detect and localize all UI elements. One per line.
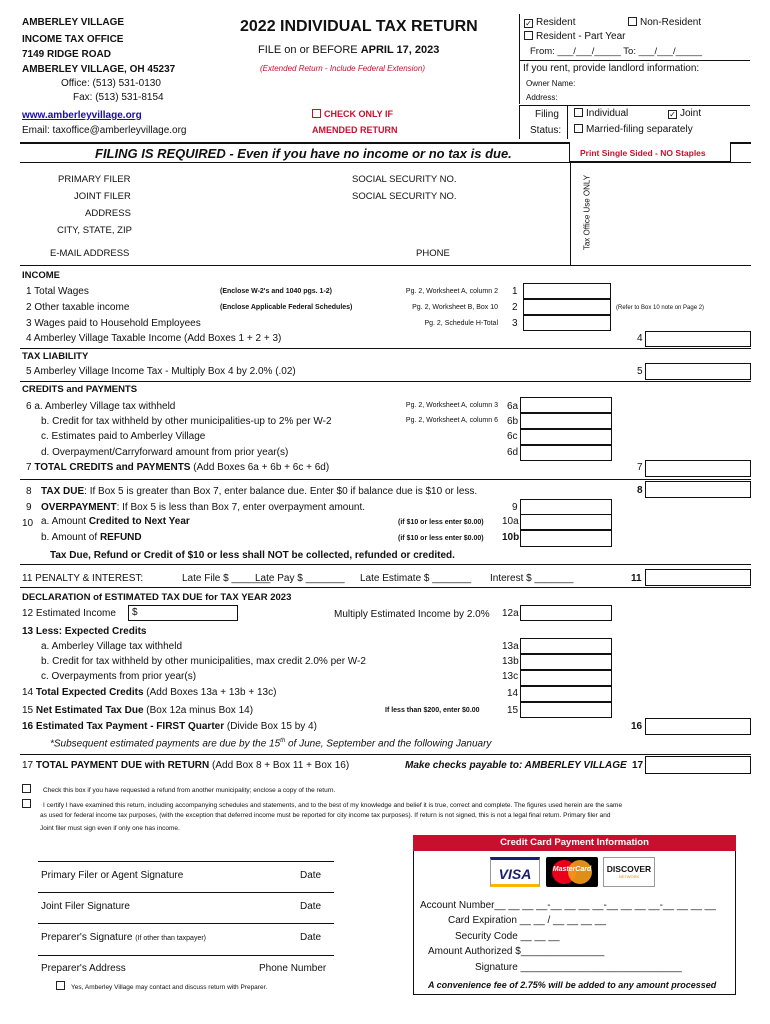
office-name: AMBERLEY VILLAGE xyxy=(22,17,125,28)
box6b-label: 6b xyxy=(507,416,519,427)
visa-logo: VISA xyxy=(490,857,540,887)
line9-num: 9 xyxy=(26,502,32,513)
box10b-field[interactable] xyxy=(520,530,612,547)
office-street: 7149 RIDGE ROAD xyxy=(22,49,111,60)
extended-note: (Extended Return - Include Federal Extension) xyxy=(260,64,425,73)
box10-note: (Refer to Box 10 note on Page 2) xyxy=(616,305,705,311)
payable-note: Make checks payable to: AMBERLEY VILLAGE xyxy=(405,760,627,771)
line12-dollar: $ xyxy=(132,607,138,618)
box7-label: 7 xyxy=(637,462,643,473)
primary-signature-label[interactable]: Primary Filer or Agent Signature xyxy=(41,870,184,881)
email-label: E-MAIL ADDRESS xyxy=(50,248,130,259)
estimate-heading: DECLARATION of ESTIMATED TAX DUE for TAX YEAR 2023 xyxy=(22,592,292,603)
certify-line3: Joint filer must sign even if only one has income. xyxy=(40,825,180,832)
joint-option[interactable]: ✓ Joint xyxy=(669,108,702,119)
office-use-label: Tax Office Use ONLY xyxy=(582,174,592,251)
line4-label: 4 Amberley Village Taxable Income (Add Boxes 1 + 2 + 3) xyxy=(26,333,282,344)
line9-label: OVERPAYMENT: If Box 5 is less than Box 7, enter overpayment amount. xyxy=(41,502,366,513)
box9-label: 9 xyxy=(512,502,518,513)
resident-option[interactable]: ✓ Resident xyxy=(525,17,576,28)
box7-field[interactable] xyxy=(645,460,751,477)
line13-label: 13 Less: Expected Credits xyxy=(22,626,147,637)
line3-label: 3 Wages paid to Household Employees xyxy=(26,318,201,329)
late-estimate-field[interactable]: Late Estimate $ _______ xyxy=(360,573,472,584)
line13a-label: a. Amberley Village tax withheld xyxy=(41,641,183,652)
line10a-label: a. Amount Credited to Next Year xyxy=(41,516,190,527)
box6d-label: 6d xyxy=(507,447,519,458)
line2-label: 2 Other taxable income xyxy=(26,302,130,313)
box13b-field[interactable] xyxy=(520,654,612,670)
office-dept: INCOME TAX OFFICE xyxy=(22,34,124,45)
box15-field[interactable] xyxy=(520,702,612,718)
box8-field[interactable] xyxy=(645,481,751,498)
box5-field[interactable] xyxy=(645,363,751,380)
line12-label: 12 Estimated Income xyxy=(22,608,116,619)
certify-line2: as used for federal income tax purposes, (with the exception that deferred income must be reported for city income tax purposes). If return is not signed, this is not a legal final return. Primary filer and xyxy=(40,812,611,819)
box17-label: 17 xyxy=(632,760,644,771)
box10b-label: 10b xyxy=(502,532,520,543)
mfs-option[interactable]: Married-filing separately xyxy=(574,124,693,135)
box4-label: 4 xyxy=(637,333,643,344)
box1-field[interactable] xyxy=(523,283,611,299)
line3-ref: Pg. 2, Schedule H-Total xyxy=(424,320,498,327)
card-signature-field[interactable]: Signature _____________________________ xyxy=(475,962,682,973)
box6a-label: 6a xyxy=(507,401,519,412)
amount-authorized-field[interactable]: Amount Authorized $_______________ xyxy=(428,946,605,957)
print-note: Print Single Sided - NO Staples xyxy=(580,148,706,158)
box3-field[interactable] xyxy=(523,315,611,331)
contact-checkbox[interactable] xyxy=(56,981,65,990)
individual-option[interactable]: Individual xyxy=(574,108,628,119)
line15-note: If less than $200, enter $0.00 xyxy=(385,707,480,714)
income-heading: INCOME xyxy=(22,270,60,281)
certify-checkbox[interactable] xyxy=(22,799,31,808)
address-label: ADDRESS xyxy=(85,208,131,219)
due-line: FILE on or BEFORE APRIL 17, 2023 xyxy=(258,44,440,56)
credit-card-heading: Credit Card Payment Information xyxy=(413,835,736,851)
card-expiration-field[interactable]: Card Expiration __ __ / __ __ __ __ xyxy=(448,915,606,926)
filing-required-banner: FILING IS REQUIRED - Even if you have no income or no tax is due. xyxy=(95,146,512,161)
box6c-field[interactable] xyxy=(520,429,612,445)
box9-field[interactable] xyxy=(520,499,612,515)
amended-label: AMENDED RETURN xyxy=(312,125,398,135)
line8-label: TAX DUE: If Box 5 is greater than Box 7, enter balance due. Enter $0 if balance due is $10 or less. xyxy=(41,486,478,497)
from-to-field[interactable]: From: ___/___/_____ To: ___/___/_____ xyxy=(530,46,703,57)
joint-filer-label: JOINT FILER xyxy=(74,191,131,202)
box13a-field[interactable] xyxy=(520,638,612,654)
box3-label: 3 xyxy=(512,318,518,329)
line1-ref: Pg. 2, Worksheet A, column 2 xyxy=(405,288,498,295)
line6a-label: 6 a. Amberley Village tax withheld xyxy=(26,401,176,412)
status-label: Status: xyxy=(530,125,562,136)
box6b-field[interactable] xyxy=(520,413,612,429)
discover-logo: DISCOVER NETWORK xyxy=(603,857,655,887)
box17-field[interactable] xyxy=(645,756,751,774)
line12-ref: Multiply Estimated Income by 2.0% xyxy=(334,609,490,620)
line2-note: (Enclose Applicable Federal Schedules) xyxy=(220,304,353,311)
box11-label: 11 xyxy=(631,573,642,584)
preparer-phone-label[interactable]: Phone Number xyxy=(259,963,327,974)
small-amount-note: Tax Due, Refund or Credit of $10 or less shall NOT be collected, refunded or credited. xyxy=(50,550,455,561)
joint-checkbox[interactable]: ✓ xyxy=(669,110,676,119)
preparer-address-label[interactable]: Preparer's Address xyxy=(41,963,126,974)
line13b-label: b. Credit for tax withheld by other municipalities, max credit 2.0% per W-2 xyxy=(41,656,366,667)
individual-checkbox[interactable] xyxy=(574,108,583,117)
mfs-checkbox[interactable] xyxy=(574,124,583,133)
box2-label: 2 xyxy=(512,302,518,313)
box5-label: 5 xyxy=(637,366,643,377)
line17-label: 17 TOTAL PAYMENT DUE with RETURN (Add Box 8 + Box 11 + Box 16) xyxy=(22,760,350,771)
convenience-fee-note: A convenience fee of 2.75% will be added to any amount processed xyxy=(428,980,717,990)
partyear-checkbox[interactable] xyxy=(524,31,533,40)
csz-label: CITY, STATE, ZIP xyxy=(57,225,132,236)
box14-label: 14 xyxy=(507,688,519,699)
subsequent-note: *Subsequent estimated payments are due by the 15th of June, September and the following January xyxy=(50,738,492,750)
box1-label: 1 xyxy=(512,286,518,297)
line1-label: 1 Total Wages xyxy=(26,286,89,297)
ssn1-label: SOCIAL SECURITY NO. xyxy=(352,174,457,185)
interest-field[interactable]: Interest $ _______ xyxy=(490,573,574,584)
nonresident-option[interactable]: Non-Resident xyxy=(628,17,701,28)
line8-num: 8 xyxy=(26,486,32,497)
box13a-label: 13a xyxy=(502,641,519,652)
account-number-field[interactable]: Account Number__ __ __ __-__ __ __ __-__ __ __ __-__ __ __ __ xyxy=(420,900,716,911)
resident-checkbox[interactable]: ✓ xyxy=(525,19,532,28)
amended-checkbox[interactable] xyxy=(312,109,321,118)
line6b-label: b. Credit for tax withheld by other municipalities-up to 2% per W-2 xyxy=(41,416,332,427)
office-email: Email: taxoffice@amberleyvillage.org xyxy=(22,125,187,136)
refund-note[interactable]: Check this box if you have requested a refund from another municipality; enclose a copy of the return. xyxy=(22,784,335,794)
line6d-label: d. Overpayment/Carryforward amount from prior year(s) xyxy=(41,447,289,458)
box16-field[interactable] xyxy=(645,718,751,735)
preparer-signature-label[interactable]: Preparer's Signature (If other than taxpayer) xyxy=(41,932,207,943)
date2-label[interactable]: Date xyxy=(300,901,322,912)
line12-field[interactable] xyxy=(128,605,238,621)
box15-label: 15 xyxy=(507,705,519,716)
website-link[interactable]: www.amberleyvillage.org xyxy=(22,110,142,121)
box11-field[interactable] xyxy=(645,569,751,586)
ssn2-label: SOCIAL SECURITY NO. xyxy=(352,191,457,202)
primary-filer-label: PRIMARY FILER xyxy=(58,174,131,185)
joint-signature-label[interactable]: Joint Filer Signature xyxy=(41,901,130,912)
box6a-field[interactable] xyxy=(520,397,612,413)
liability-heading: TAX LIABILITY xyxy=(22,351,89,362)
box10a-label: 10a xyxy=(502,516,519,527)
box2-field[interactable] xyxy=(523,299,611,315)
office-phone: Office: (513) 531-0130 xyxy=(61,78,161,89)
line1-note: (Enclose W-2's and 1040 pgs. 1-2) xyxy=(220,288,333,295)
phone-label: PHONE xyxy=(416,248,450,259)
line13c-label: c. Overpayments from prior year(s) xyxy=(41,671,197,682)
box8-label: 8 xyxy=(637,485,643,496)
refund-checkbox[interactable] xyxy=(22,784,31,793)
box13b-label: 13b xyxy=(502,656,519,667)
box16-label: 16 xyxy=(631,721,643,732)
partyear-option[interactable]: Resident - Part Year xyxy=(524,31,626,42)
security-code-field[interactable]: Security Code __ __ __ xyxy=(455,931,560,942)
owner-name-field[interactable]: Owner Name: xyxy=(526,79,576,88)
line6a-ref: Pg. 2, Worksheet A, column 3 xyxy=(405,402,498,409)
amended-check[interactable]: CHECK ONLY IF xyxy=(312,109,393,119)
box14-field[interactable] xyxy=(520,686,612,702)
mastercard-logo: MasterCard xyxy=(546,857,598,887)
certify-line1[interactable]: I certify I have examined this return, including accompanying schedules and statements, and to the best of my knowledge and belief it is true, correct and complete. The figures used herein are the same xyxy=(22,799,622,809)
line16-label: 16 Estimated Tax Payment - FIRST Quarter (Divide Box 15 by 4) xyxy=(22,721,317,732)
credits-heading: CREDITS and PAYMENTS xyxy=(22,384,138,395)
box12a-field[interactable] xyxy=(520,605,612,621)
line14-label: 14 Total Expected Credits (Add Boxes 13a + 13b + 13c) xyxy=(22,687,277,698)
line5-label: 5 Amberley Village Income Tax - Multiply Box 4 by 2.0% (.02) xyxy=(26,366,296,377)
nonresident-checkbox[interactable] xyxy=(628,17,637,26)
form-title: 2022 INDIVIDUAL TAX RETURN xyxy=(240,18,478,35)
box12a-label: 12a xyxy=(502,608,519,619)
late-file-field[interactable]: Late File $ _______ xyxy=(182,573,271,584)
box4-field[interactable] xyxy=(645,331,751,347)
late-pay-field[interactable]: Late Pay $ _______ xyxy=(255,573,345,584)
filing-label: Filing xyxy=(535,109,559,120)
box6c-label: 6c xyxy=(507,431,518,442)
owner-address-field[interactable]: Address: xyxy=(526,93,558,102)
office-fax: Fax: (513) 531-8154 xyxy=(73,92,164,103)
box6d-field[interactable] xyxy=(520,445,612,461)
contact-permission[interactable]: Yes, Amberley Village may contact and discuss return with Preparer. xyxy=(56,981,267,991)
box13c-label: 13c xyxy=(502,671,519,682)
line10b-label: b. Amount of REFUND xyxy=(41,532,142,543)
box13c-field[interactable] xyxy=(520,670,612,686)
line11-label: 11 PENALTY & INTEREST: xyxy=(22,573,144,584)
line10a-note: (if $10 or less enter $0.00) xyxy=(398,519,484,526)
line6c-label: c. Estimates paid to Amberley Village xyxy=(41,431,206,442)
line2-ref: Pg. 2, Worksheet B, Box 10 xyxy=(412,304,498,311)
rent-note: If you rent, provide landlord information: xyxy=(523,63,700,74)
date3-label[interactable]: Date xyxy=(300,932,322,943)
office-city: AMBERLEY VILLAGE, OH 45237 xyxy=(22,64,176,75)
line15-label: 15 Net Estimated Tax Due (Box 12a minus Box 14) xyxy=(22,705,254,716)
line6b-ref: Pg. 2, Worksheet A, column 6 xyxy=(405,417,498,424)
line10b-note: (if $10 or less enter $0.00) xyxy=(398,535,484,542)
line7-label: 7 TOTAL CREDITS and PAYMENTS (Add Boxes 6a + 6b + 6c + 6d) xyxy=(26,462,330,473)
box10a-field[interactable] xyxy=(520,514,612,530)
line10-num: 10 xyxy=(22,518,34,529)
date1-label[interactable]: Date xyxy=(300,870,322,881)
